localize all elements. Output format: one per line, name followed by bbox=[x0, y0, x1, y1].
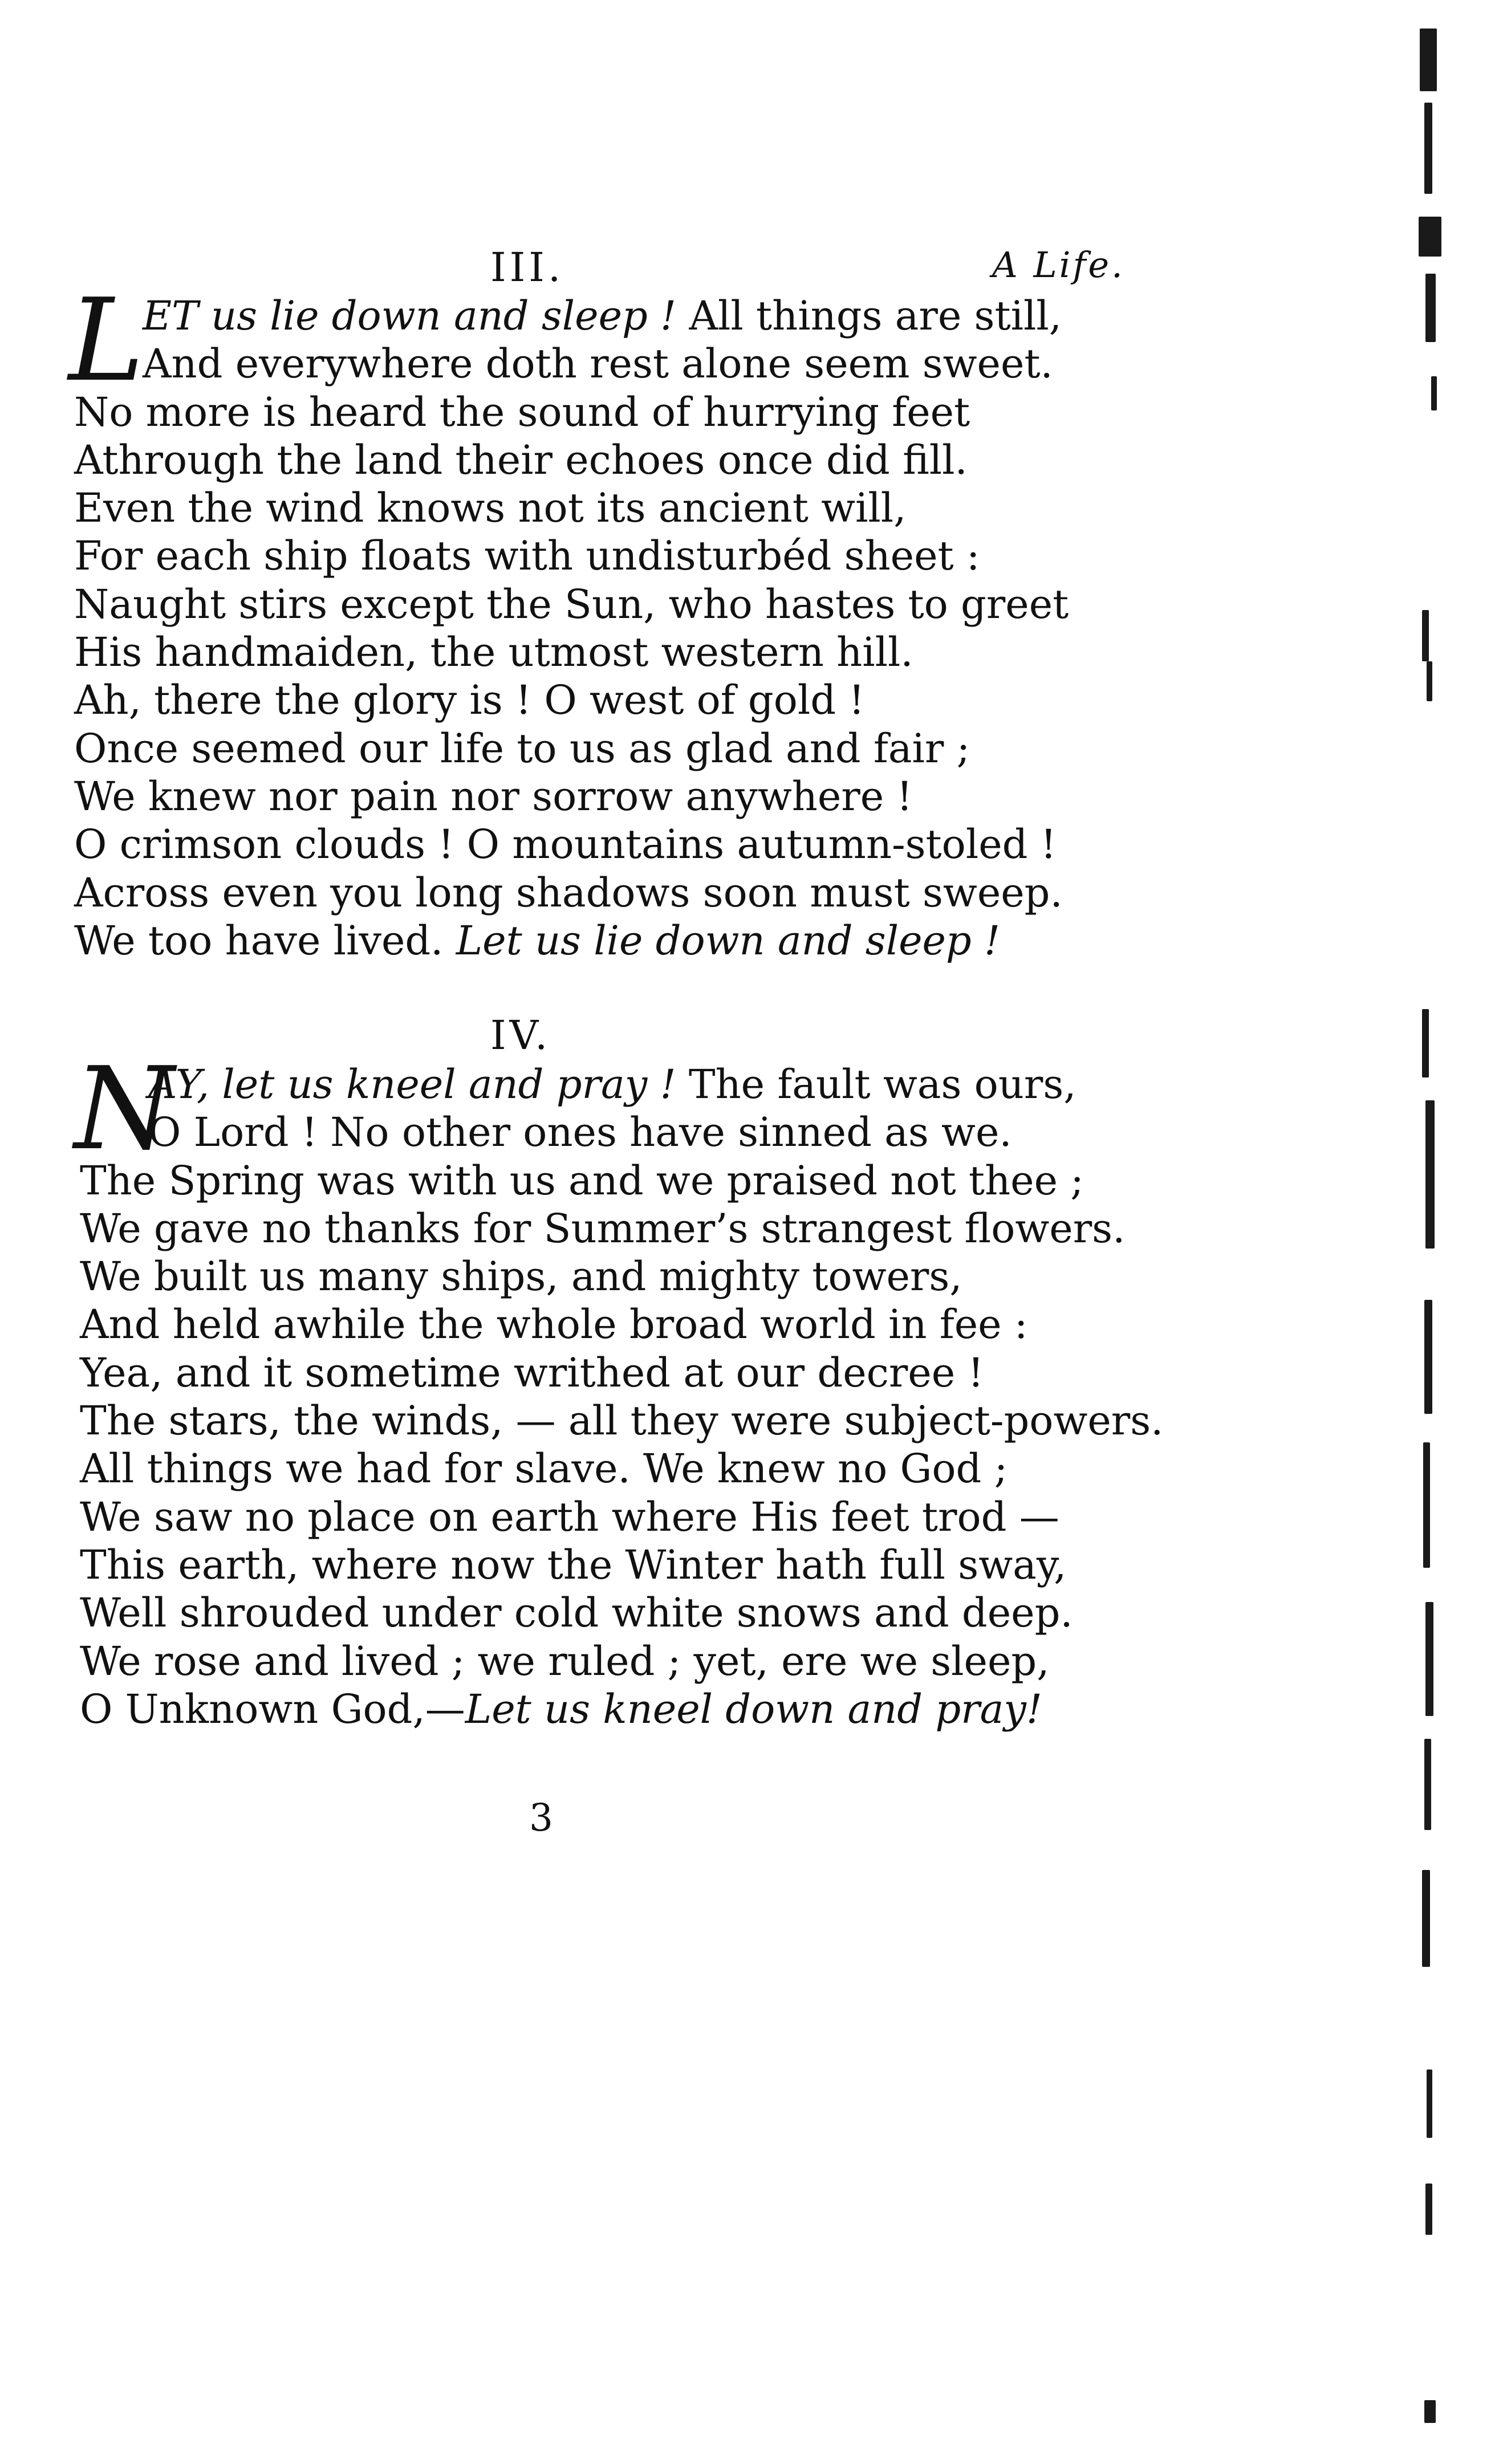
sonnet-iv-last-line-italic: Let us kneel down and pray! bbox=[465, 1685, 1043, 1733]
sonnet-iii-first-line-italic: ET us lie down and sleep ! bbox=[143, 292, 677, 339]
poem-line: Even the wind knows not its ancient will, bbox=[74, 485, 907, 532]
poem-line: Ah, there the glory is ! O west of gold ! bbox=[74, 677, 865, 724]
poem-line: Yea, and it sometime writhed at our decree ! bbox=[80, 1349, 984, 1396]
scan-edge-artifact bbox=[1414, 29, 1454, 2446]
poem-line: This earth, where now the Winter hath full sway, bbox=[80, 1541, 1067, 1588]
poem-line: No more is heard the sound of hurrying feet bbox=[74, 388, 970, 436]
poem-line: The stars, the winds, — all they were subject-powers. bbox=[80, 1397, 1164, 1445]
poem-line: And held awhile the whole broad world in fee : bbox=[80, 1301, 1028, 1348]
poem-line: Naught stirs except the Sun, who hastes to greet bbox=[74, 580, 1069, 628]
poem-line: The Spring was with us and we praised not thee ; bbox=[80, 1157, 1084, 1204]
poem-line: We gave no thanks for Summer’s strangest flowers. bbox=[80, 1205, 1126, 1252]
poem-line: We saw no place on earth where His feet trod — bbox=[80, 1493, 1059, 1540]
sonnet-iv-numeral: IV. bbox=[490, 1012, 551, 1059]
sonnet-iv-first-line-italic: AY, let us kneel and pray ! bbox=[148, 1061, 676, 1108]
sonnet-iii-drop-cap: L bbox=[68, 274, 144, 407]
poem-line: We knew nor pain nor sorrow anywhere ! bbox=[74, 772, 913, 820]
poem-line: His handmaiden, the utmost western hill. bbox=[74, 629, 913, 676]
sonnet-iii-last-line-italic: Let us lie down and sleep ! bbox=[456, 917, 1001, 964]
poem-line: For each ship floats with undisturbéd sheet : bbox=[74, 532, 980, 580]
page-number: 3 bbox=[529, 1796, 553, 1840]
poem-line: All things we had for slave. We knew no God ; bbox=[80, 1445, 1008, 1493]
sonnet-iii-last-line-plain: We too have lived. bbox=[74, 917, 456, 964]
sonnet-iv-drop-cap: N bbox=[74, 1043, 174, 1176]
sonnet-iii bbox=[68, 274, 1157, 965]
poem-line: And everywhere doth rest alone seem sweet. bbox=[143, 340, 1053, 388]
poem-line: Athrough the land their echoes once did fill. bbox=[74, 436, 968, 483]
running-head: A Life. bbox=[992, 244, 1125, 286]
sonnet-iv bbox=[74, 1043, 1164, 1733]
poem-last-line bbox=[74, 917, 1157, 965]
poem-last-line bbox=[80, 1685, 1163, 1733]
poem-line: Once seemed our life to us as glad and fair ; bbox=[74, 725, 970, 772]
poem-line: We built us many ships, and mighty towers, bbox=[80, 1253, 962, 1300]
sonnet-iv-first-line-rest: The fault was ours, bbox=[676, 1061, 1077, 1108]
poem-line: O crimson clouds ! O mountains autumn-stoled ! bbox=[74, 821, 1057, 868]
poem-line: We rose and lived ; we ruled ; yet, ere we sleep, bbox=[80, 1637, 1050, 1685]
sonnet-iii-numeral: III. bbox=[490, 244, 564, 291]
poem-line: Well shrouded under cold white snows and deep. bbox=[80, 1589, 1073, 1637]
poem-line: O Lord ! No other ones have sinned as we. bbox=[148, 1109, 1012, 1156]
sonnet-iii-first-line-rest: All things are still, bbox=[676, 292, 1062, 339]
poem-line: Across even you long shadows soon must sweep. bbox=[74, 869, 1063, 916]
sonnet-iv-last-line-plain: O Unknown God,— bbox=[80, 1685, 465, 1733]
